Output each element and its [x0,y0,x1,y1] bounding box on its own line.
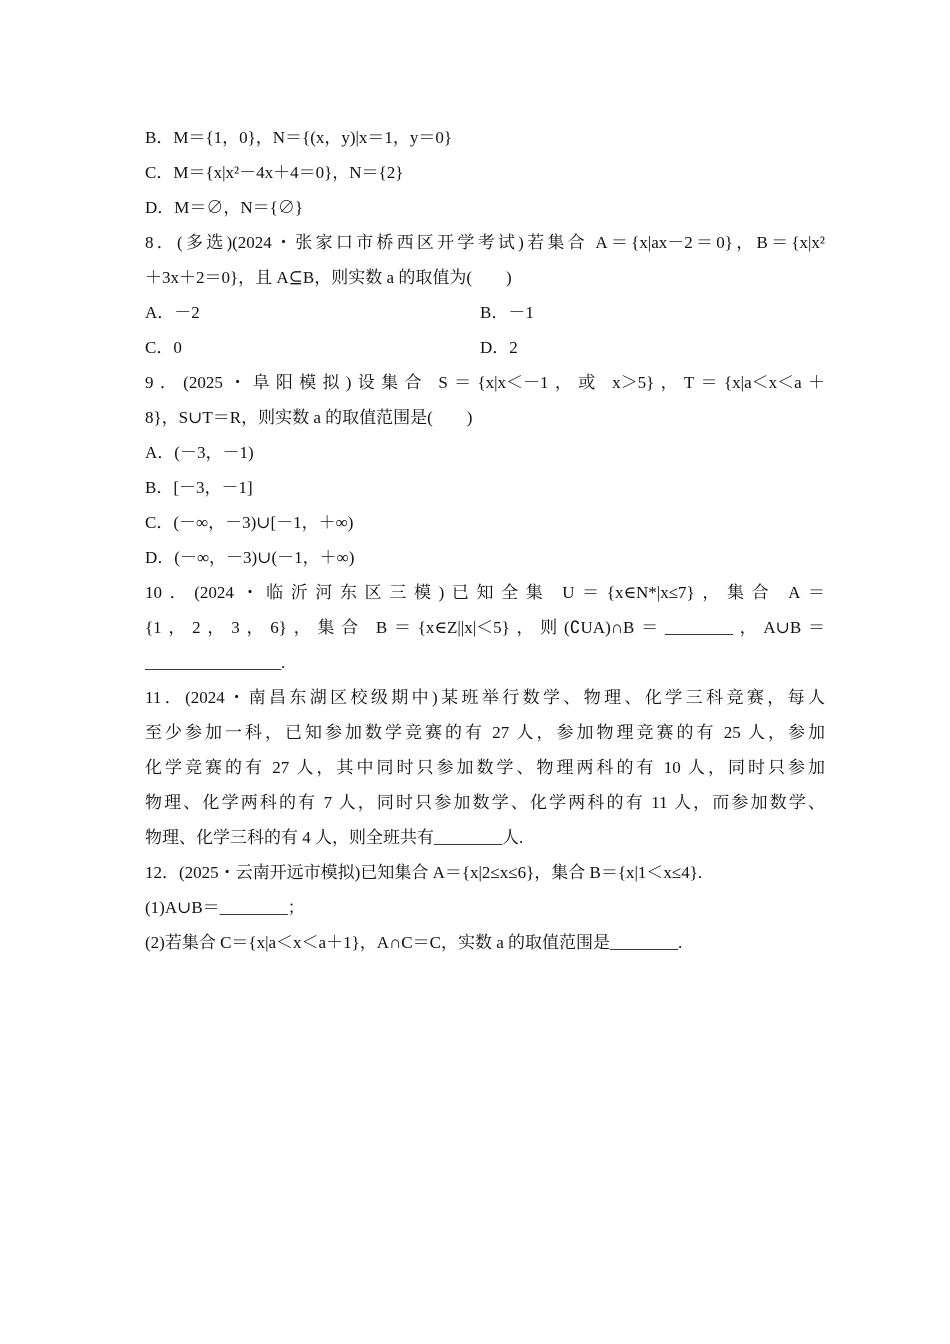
q7-option-d: D．M＝∅，N＝{∅} [145,198,303,217]
q7-option-b: B．M＝{1，0}，N＝{(x，y)|x＝1，y＝0} [145,128,453,147]
q12-part-1: (1)A∪B＝________； [145,898,305,917]
q11-stem-4: 物理、化学两科的有 7 人，同时只参加数学、化学两科的有 11 人，而参加数学、 [145,793,825,812]
q9-option-c: C．(－∞，－3)∪[－1，＋∞) [145,513,354,532]
q11-stem-2: 至少参加一科，已知参加数学竞赛的有 27 人，参加物理竞赛的有 25 人，参加 [145,723,825,742]
q8-option-d: D．2 [480,338,518,357]
q8-option-b: B．－1 [480,303,534,322]
q11-stem-3: 化学竞赛的有 27 人，其中同时只参加数学、物理两科的有 10 人，同时只参加 [145,758,825,777]
q12-stem-1: 12．(2025・云南开远市模拟)已知集合 A＝{x|2≤x≤6}，集合 B＝{x|1＜x≤4}. [145,863,703,882]
q10-stem-3: ________________. [145,653,286,672]
q9-option-b: B．[－3，－1] [145,478,253,497]
q8-options-row-1 [145,295,825,330]
q10-stem-2: {1，2，3，6}，集合 B＝{x∈Z||x|＜5}，则(∁UA)∩B＝________，A∪B＝ [145,618,825,637]
q8-option-c: C．0 [145,338,182,357]
q8-option-a: A．－2 [145,303,200,322]
q9-option-a: A．(－3，－1) [145,443,254,462]
q12-part-2: (2)若集合 C＝{x|a＜x＜a＋1}，A∩C＝C，实数 a 的取值范围是________. [145,933,683,952]
q11-stem-5: 物理、化学三科的有 4 人，则全班共有________人. [145,828,524,847]
q9-stem-1: 9．(2025・阜阳模拟)设集合 S＝{x|x＜－1，或 x＞5}，T＝{x|a＜x＜a＋ [145,373,825,392]
q9-stem-2: 8}，S∪T＝R，则实数 a 的取值范围是( ) [145,408,473,427]
q9-option-d: D．(－∞，－3)∪(－1，＋∞) [145,548,355,567]
q8-options-row-2 [145,330,825,365]
q11-stem-1: 11．(2024・南昌东湖区校级期中)某班举行数学、物理、化学三科竞赛，每人 [145,688,825,707]
q8-stem-2: ＋3x＋2＝0}，且 A⊆B，则实数 a 的取值为( ) [145,268,512,287]
exam-page [145,120,825,960]
q8-stem-1: 8．(多选)(2024・张家口市桥西区开学考试)若集合 A＝{x|ax－2＝0}，B＝{x|x² [145,233,825,252]
q10-stem-1: 10．(2024・临沂河东区三模)已知全集 U＝{x∈N*|x≤7}，集合 A＝ [145,583,825,602]
q7-option-c: C．M＝{x|x²－4x＋4＝0}，N＝{2} [145,163,404,182]
